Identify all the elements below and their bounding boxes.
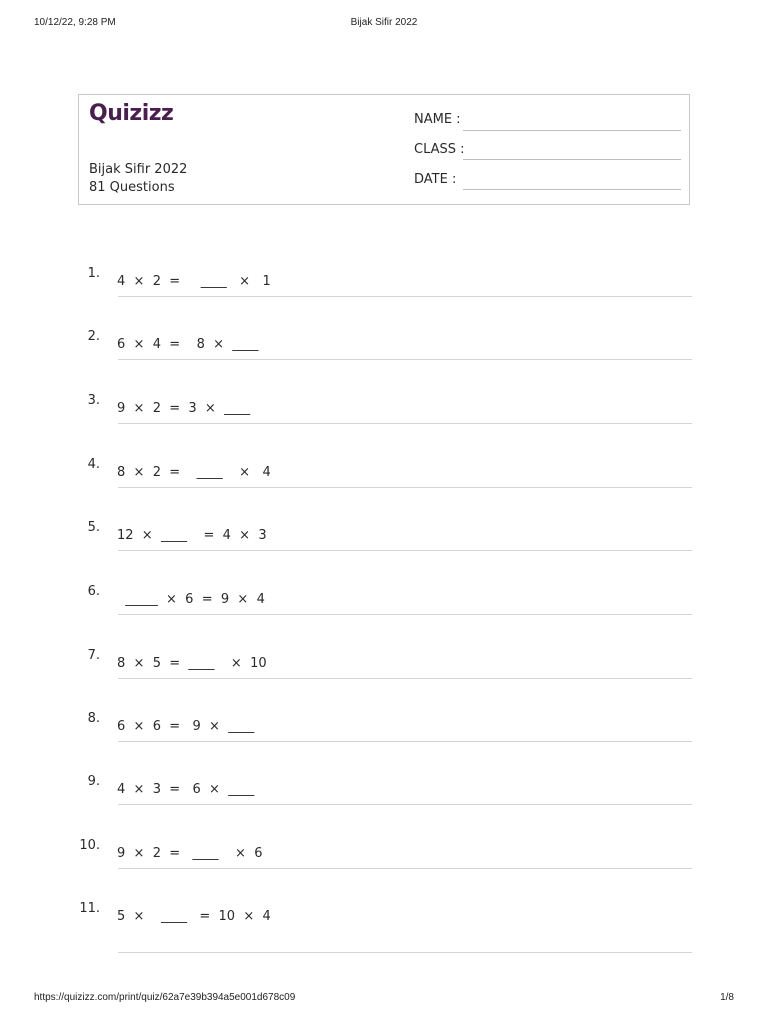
answer-rule — [118, 804, 692, 805]
class-label: CLASS : — [414, 142, 465, 157]
question-text: _____ × 6 = 9 × 4 — [117, 592, 265, 607]
answer-rule — [118, 423, 692, 424]
question-number: 9. — [87, 774, 100, 789]
answer-rule — [118, 359, 692, 360]
question-text: 4 × 2 = ____ × 1 — [117, 274, 271, 289]
name-label: NAME : — [414, 112, 461, 127]
question-number: 3. — [87, 393, 100, 408]
class-line — [463, 159, 681, 160]
question-item — [78, 266, 692, 296]
print-url[interactable]: https://quizizz.com/print/quiz/62a7e39b394a5e001d678c09 — [34, 992, 296, 1003]
question-item — [78, 393, 692, 423]
question-number: 4. — [87, 457, 100, 472]
answer-rule — [118, 741, 692, 742]
question-item — [78, 711, 692, 741]
answer-rule — [118, 952, 692, 953]
question-text: 9 × 2 = ____ × 6 — [117, 846, 263, 861]
question-count: 81 Questions — [89, 180, 175, 195]
name-line — [463, 130, 681, 131]
question-item — [78, 838, 692, 868]
question-text: 4 × 3 = 6 × ____ — [117, 782, 255, 797]
question-item — [78, 774, 692, 804]
question-item — [78, 457, 692, 487]
print-datetime: 10/12/22, 9:28 PM — [34, 17, 116, 28]
answer-rule — [118, 550, 692, 551]
question-text: 5 × ____ = 10 × 4 — [117, 909, 271, 924]
question-number: 2. — [87, 329, 100, 344]
worksheet-header — [78, 94, 690, 205]
question-number: 1. — [87, 266, 100, 281]
question-text: 8 × 5 = ____ × 10 — [117, 656, 267, 671]
question-text: 12 × ____ = 4 × 3 — [117, 528, 267, 543]
page-number: 1/8 — [720, 992, 734, 1003]
print-header — [0, 17, 768, 31]
question-text: 9 × 2 = 3 × ____ — [117, 401, 251, 416]
date-label: DATE : — [414, 172, 457, 187]
question-item — [78, 329, 692, 359]
question-text: 6 × 4 = 8 × ____ — [117, 337, 259, 352]
question-number: 7. — [87, 648, 100, 663]
question-number: 6. — [87, 584, 100, 599]
print-footer — [0, 992, 768, 1006]
question-text: 8 × 2 = ____ × 4 — [117, 465, 271, 480]
question-number: 11. — [79, 901, 100, 916]
answer-rule — [118, 487, 692, 488]
answer-rule — [118, 868, 692, 869]
answer-rule — [118, 614, 692, 615]
question-number: 10. — [79, 838, 100, 853]
question-text: 6 × 6 = 9 × ____ — [117, 719, 255, 734]
answer-rule — [118, 296, 692, 297]
quizizz-logo: Quizizz — [89, 101, 174, 126]
question-item — [78, 648, 692, 678]
print-title: Bijak Sifir 2022 — [350, 17, 418, 28]
question-number: 5. — [87, 520, 100, 535]
date-line — [463, 189, 681, 190]
question-item — [78, 901, 692, 931]
question-number: 8. — [87, 711, 100, 726]
question-item — [78, 520, 692, 550]
answer-rule — [118, 678, 692, 679]
question-item — [78, 584, 692, 614]
quiz-title: Bijak Sifir 2022 — [89, 162, 188, 177]
